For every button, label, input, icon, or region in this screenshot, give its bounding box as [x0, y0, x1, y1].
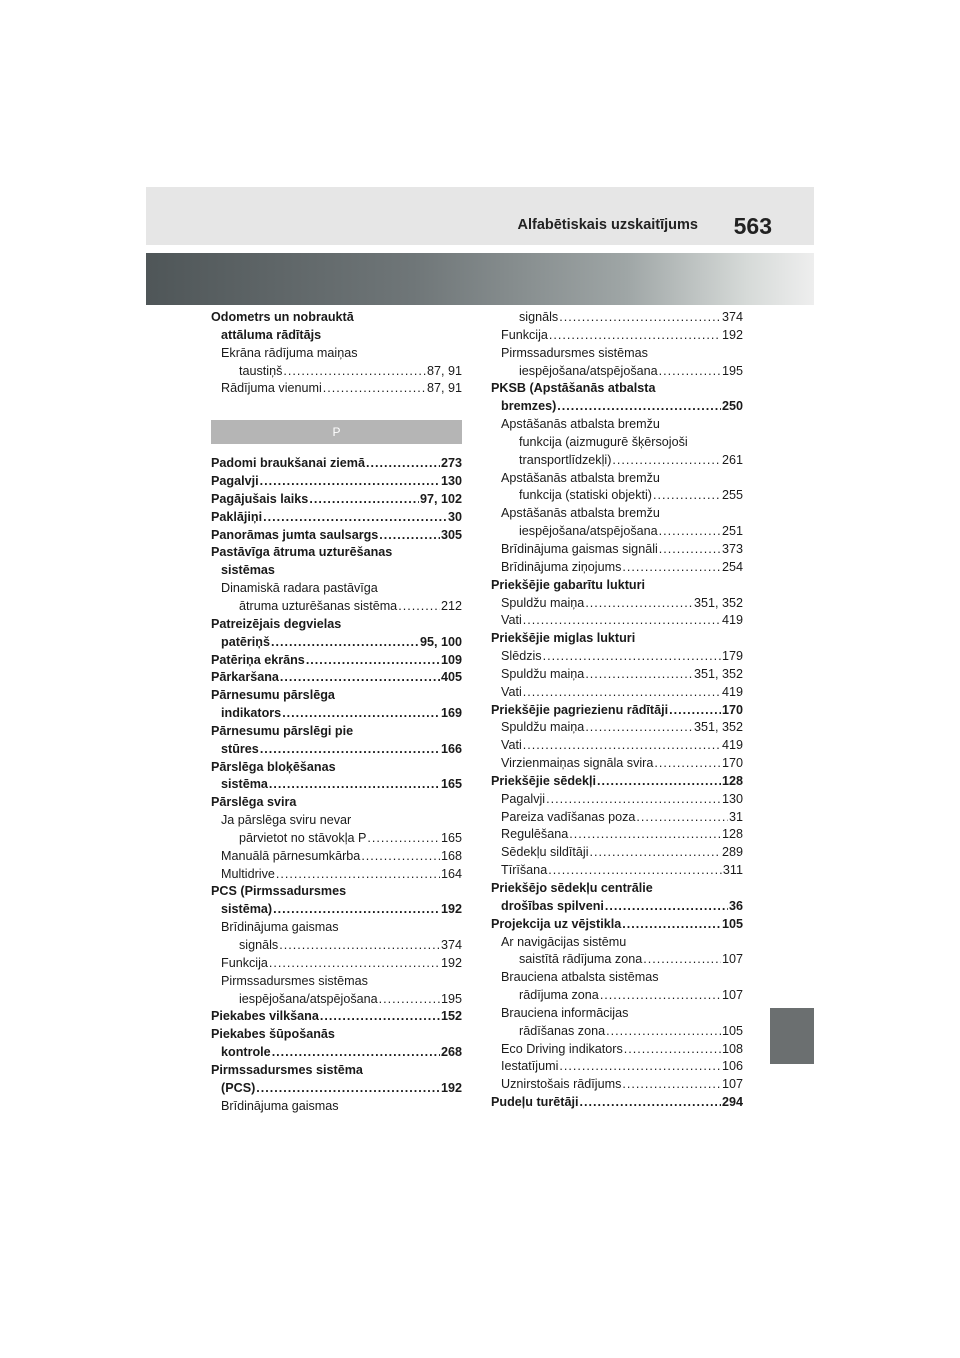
- index-subentry: [491, 719, 743, 737]
- entry-text: Spuldžu maiņa: [501, 720, 585, 735]
- page-reference: 105: [721, 916, 743, 931]
- page-reference: 419: [721, 738, 743, 753]
- page-reference: 305: [440, 527, 462, 542]
- dot-leader: [659, 523, 721, 541]
- entry-text: sistēma): [221, 902, 273, 917]
- entry-text: Uznirstošais rādījums: [501, 1077, 622, 1092]
- index-subentry: [211, 848, 462, 866]
- entry-text: Rādījuma vienumi: [221, 381, 322, 396]
- index-subentry: [491, 541, 743, 559]
- entry-text: pārvietot no stāvokļa P: [239, 830, 367, 845]
- page-reference: 374: [440, 938, 462, 952]
- dot-leader: [379, 991, 440, 1009]
- entry-text: bremzes): [501, 399, 557, 414]
- index-subentry: [491, 559, 743, 577]
- index-subentry: [491, 309, 743, 327]
- dot-leader: [585, 719, 693, 737]
- dot-leader: [612, 452, 721, 470]
- dot-leader: [549, 327, 721, 345]
- index-subentry: [491, 987, 743, 1005]
- entry-text: Funkcija: [221, 955, 268, 970]
- dot-leader: [263, 509, 447, 527]
- dot-leader: [306, 652, 440, 670]
- entry-text: signāls: [519, 310, 559, 324]
- page-reference: 179: [721, 649, 743, 664]
- page-number: 563: [733, 213, 772, 239]
- index-entry: [491, 1094, 743, 1112]
- index-subentry: [211, 866, 462, 884]
- index-subentry: [491, 826, 743, 844]
- index-subentry: [491, 523, 743, 541]
- entry-text: iespējošana/atspējošana: [519, 524, 658, 539]
- index-entry: [491, 702, 743, 720]
- page-reference: 107: [721, 952, 743, 967]
- index-entry: [211, 705, 462, 723]
- index-subterm: Ekrāna rādījuma maiņas: [221, 345, 358, 360]
- index-subterm: Ar navigācijas sistēmu: [501, 934, 627, 949]
- entry-text: Slēdzis: [501, 649, 542, 664]
- dot-leader: [523, 612, 721, 630]
- dot-leader: [323, 380, 426, 398]
- index-term: Priekšējo sēdekļu centrālie: [491, 881, 653, 895]
- header-title: Alfabētiskais uzskaitījums: [517, 217, 698, 233]
- dot-leader: [624, 1041, 721, 1059]
- index-entry: [211, 509, 462, 527]
- page-reference: 351, 352: [693, 666, 743, 681]
- index-subterm: Brīdinājuma gaismas: [221, 1098, 339, 1113]
- page-reference: 130: [440, 474, 462, 489]
- index-entry: [491, 773, 743, 791]
- dot-leader: [636, 809, 728, 827]
- index-term: Pastāvīga ātruma uzturēšanas: [211, 545, 393, 560]
- dot-leader: [659, 363, 721, 381]
- page-reference: 192: [721, 327, 743, 342]
- index-term: Pirmssadursmes sistēma: [211, 1062, 363, 1077]
- index-entry: [211, 652, 462, 670]
- dot-leader: [523, 737, 721, 755]
- section-heading: P: [211, 420, 462, 444]
- index-subentry: [491, 844, 743, 862]
- page-reference: 192: [440, 902, 462, 917]
- dot-leader: [669, 702, 721, 720]
- entry-text: Spuldžu maiņa: [501, 595, 585, 610]
- page-reference: 108: [721, 1041, 743, 1056]
- index-entry: [211, 1008, 462, 1026]
- index-term: Pārslēga bloķēšanas: [211, 759, 336, 774]
- index-term: Priekšējie gabarītu lukturi: [491, 577, 645, 592]
- page-reference: 419: [721, 613, 743, 628]
- entry-text: Pagājušais laiks: [211, 491, 309, 506]
- index-subterm: Brauciena atbalsta sistēmas: [501, 970, 659, 985]
- index-term: sistēmas: [221, 563, 275, 578]
- page-reference: 168: [440, 848, 462, 863]
- dot-leader: [273, 901, 440, 919]
- page-reference: 105: [721, 1023, 743, 1038]
- page-reference: 128: [721, 773, 743, 788]
- page-reference: 254: [721, 559, 743, 574]
- index-subentry: [491, 1023, 743, 1041]
- index-subentry: [491, 684, 743, 702]
- page-reference: 87, 91: [426, 363, 462, 378]
- dot-leader: [548, 862, 722, 880]
- index-subentry: [491, 595, 743, 613]
- index-term: attāluma rādītājs: [221, 327, 322, 342]
- dot-leader: [590, 844, 721, 862]
- dot-leader: [653, 487, 721, 505]
- dot-leader: [659, 541, 721, 559]
- section-thumb-tab: [770, 1008, 814, 1064]
- entry-text: Pagalvji: [211, 474, 259, 489]
- entry-text: funkcija (statiski objekti): [519, 488, 652, 503]
- page-reference: 128: [721, 827, 743, 842]
- index-entry: [211, 1080, 462, 1098]
- index-entry: [211, 455, 462, 473]
- entry-text: Eco Driving indikators: [501, 1041, 623, 1056]
- dot-leader: [271, 634, 419, 652]
- index-subentry: [491, 791, 743, 809]
- index-subentry: [211, 955, 462, 973]
- index-subentry: [491, 452, 743, 470]
- dot-leader: [559, 309, 721, 327]
- page-reference: 351, 352: [693, 720, 743, 735]
- index-subentry: [211, 991, 462, 1009]
- entry-text: Tīrīšana: [501, 863, 548, 878]
- page-reference: 294: [721, 1095, 743, 1110]
- index-subterm: Pirmssadursmes sistēmas: [501, 345, 648, 360]
- entry-text: rādījuma zona: [519, 988, 599, 1003]
- entry-text: Pudeļu turētāji: [491, 1095, 579, 1110]
- dot-leader: [606, 1023, 721, 1041]
- index-subentry: [491, 487, 743, 505]
- entry-text: Paklājiņi: [211, 509, 263, 524]
- page-reference: 30: [447, 509, 462, 524]
- page-reference: 311: [722, 863, 743, 878]
- dot-leader: [605, 898, 728, 916]
- entry-text: Pārkaršana: [211, 670, 279, 685]
- entry-text: Regulēšana: [501, 827, 569, 842]
- page-reference: 95, 100: [419, 634, 462, 649]
- entry-text: Priekšējie pagriezienu rādītāji: [491, 702, 669, 717]
- index-subentry: [211, 937, 462, 955]
- index-term: Priekšējie miglas lukturi: [491, 631, 636, 646]
- dot-leader: [256, 1080, 440, 1098]
- page-reference: 107: [721, 988, 743, 1003]
- entry-text: Projekcija uz vējstikla: [491, 916, 622, 931]
- page-reference: 170: [721, 702, 743, 717]
- entry-text: Sēdekļu sildītāji: [501, 845, 589, 860]
- index-subterm: Brīdinājuma gaismas: [221, 920, 339, 935]
- index-entry: [491, 898, 743, 916]
- dot-leader: [280, 669, 440, 687]
- dot-leader: [597, 773, 721, 791]
- decorative-gradient-band: [146, 253, 814, 305]
- index-term: Pārslēga svira: [211, 795, 297, 810]
- entry-text: Vati: [501, 684, 522, 699]
- entry-text: rādīšanas zona: [519, 1023, 606, 1038]
- dot-leader: [260, 741, 440, 759]
- entry-text: taustiņš: [239, 363, 283, 378]
- index-entry: [211, 1044, 462, 1062]
- dot-leader: [269, 776, 440, 794]
- entry-text: drošības spilveni: [501, 898, 604, 913]
- dot-leader: [309, 491, 419, 509]
- page-reference: 165: [440, 830, 462, 845]
- dot-leader: [654, 755, 721, 773]
- page-reference: 107: [721, 1077, 743, 1092]
- dot-leader: [543, 648, 721, 666]
- dot-leader: [272, 1044, 440, 1062]
- dot-leader: [366, 455, 440, 473]
- dot-leader: [269, 955, 440, 973]
- index-subentry: [491, 363, 743, 381]
- running-header: [146, 187, 814, 245]
- page-reference: 273: [440, 456, 462, 471]
- entry-text: Padomi braukšanai ziemā: [211, 456, 365, 471]
- page-reference: 165: [440, 777, 462, 792]
- page-reference: 109: [440, 652, 462, 667]
- dot-leader: [379, 527, 440, 545]
- page-reference: 373: [721, 541, 743, 556]
- index-subterm: Ja pārslēga sviru nevar: [221, 813, 352, 828]
- index-entry: [491, 916, 743, 934]
- index-term: PCS (Pirmssadursmes: [211, 884, 347, 899]
- entry-text: Pareiza vadīšanas poza: [501, 809, 636, 824]
- index-subentry: [491, 666, 743, 684]
- page-reference: 351, 352: [693, 595, 743, 610]
- dot-leader: [276, 866, 440, 884]
- index-subentry: [491, 1041, 743, 1059]
- page-reference: 97, 102: [419, 491, 462, 506]
- index-entry: [211, 527, 462, 545]
- entry-text: Virzienmaiņas signāla svira: [501, 756, 654, 771]
- entry-text: patēriņš: [221, 634, 270, 649]
- index-subentry: [211, 363, 462, 381]
- page-reference: 192: [440, 1080, 462, 1095]
- index-column-right: [491, 309, 743, 1112]
- entry-text: iespējošana/atspējošana: [239, 991, 378, 1006]
- page-reference: 419: [721, 684, 743, 699]
- page-reference: 255: [721, 488, 743, 503]
- index-subentry: [491, 612, 743, 630]
- entry-text: Brīdinājuma ziņojums: [501, 559, 622, 574]
- entry-text: Funkcija: [501, 327, 548, 342]
- index-entry: [211, 901, 462, 919]
- index-entry: [211, 669, 462, 687]
- dot-leader: [600, 987, 721, 1005]
- index-subentry: [491, 1058, 743, 1076]
- entry-text: saistītā rādījuma zona: [519, 952, 643, 967]
- index-subterm: funkcija (aizmugurē šķērsojoši: [519, 434, 688, 449]
- page-reference: 268: [440, 1045, 462, 1060]
- index-term: Pārnesumu pārslēgi pie: [211, 723, 354, 738]
- entry-text: kontrole: [221, 1045, 271, 1060]
- index-subentry: [491, 809, 743, 827]
- entry-text: Brīdinājuma gaismas signāli: [501, 541, 658, 556]
- index-entry: [211, 776, 462, 794]
- page-reference: 169: [440, 706, 462, 721]
- dot-leader: [643, 951, 721, 969]
- dot-leader: [320, 1008, 440, 1026]
- dot-leader: [622, 1076, 721, 1094]
- page-reference: 261: [721, 452, 743, 467]
- page-reference: 250: [721, 399, 743, 414]
- page-reference: 251: [721, 524, 743, 539]
- page-reference: 166: [440, 741, 462, 756]
- index-subterm: Pirmssadursmes sistēmas: [221, 973, 368, 988]
- dot-leader: [557, 398, 721, 416]
- index-subentry: [491, 1076, 743, 1094]
- page-reference: 289: [721, 845, 743, 860]
- page-reference: 130: [721, 791, 743, 806]
- index-subentry: [211, 598, 462, 616]
- index-entry: [491, 398, 743, 416]
- dot-leader: [579, 1094, 721, 1112]
- dot-leader: [282, 705, 440, 723]
- page-reference: 374: [721, 310, 743, 324]
- index-term: Pārnesumu pārslēga: [211, 688, 335, 703]
- entry-text: Manuālā pārnesumkārba: [221, 848, 361, 863]
- index-subterm: Apstāšanās atbalsta bremžu: [501, 417, 660, 432]
- dot-leader: [361, 848, 440, 866]
- entry-text: sistēma: [221, 777, 268, 792]
- dot-leader: [260, 473, 440, 491]
- page-reference: 106: [721, 1059, 743, 1074]
- index-subentry: [211, 380, 462, 398]
- entry-text: Vati: [501, 613, 522, 628]
- page-reference: 212: [440, 598, 462, 613]
- page-reference: 170: [721, 756, 743, 771]
- entry-text: stūres: [221, 741, 259, 756]
- entry-text: Multidrive: [221, 866, 275, 881]
- entry-text: Vati: [501, 738, 522, 753]
- index-subterm: Dinamiskā radara pastāvīga: [221, 581, 378, 596]
- entry-text: Iestatījumi: [501, 1059, 559, 1074]
- page-reference: 87, 91: [426, 381, 462, 396]
- dot-leader: [546, 791, 721, 809]
- index-entry: [211, 634, 462, 652]
- entry-text: iespējošana/atspējošana: [519, 363, 658, 378]
- page-reference: 192: [440, 955, 462, 970]
- entry-text: Panorāmas jumta saulsargs: [211, 527, 379, 542]
- page-reference: 164: [440, 866, 462, 881]
- index-term: Patreizējais degvielas: [211, 616, 342, 631]
- index-subentry: [491, 327, 743, 345]
- page-reference: 405: [440, 670, 462, 685]
- index-column-left: [211, 309, 462, 1115]
- dot-leader: [523, 684, 721, 702]
- dot-leader: [559, 1058, 721, 1076]
- index-entry: [211, 473, 462, 491]
- dot-leader: [279, 937, 440, 955]
- entry-text: Pagalvji: [501, 791, 546, 806]
- dot-leader: [569, 826, 721, 844]
- entry-text: Patēriņa ekrāns: [211, 652, 305, 667]
- index-term: Piekabes šūpošanās: [211, 1027, 335, 1042]
- index-subentry: [491, 755, 743, 773]
- dot-leader: [585, 666, 693, 684]
- dot-leader: [398, 598, 440, 616]
- entry-text: Piekabes vilkšana: [211, 1009, 319, 1024]
- entry-text: ātruma uzturēšanas sistēma: [239, 598, 398, 613]
- dot-leader: [367, 830, 440, 848]
- index-subterm: Brauciena informācijas: [501, 1005, 629, 1020]
- dot-leader: [585, 595, 693, 613]
- dot-leader: [283, 363, 426, 381]
- page-reference: 31: [728, 809, 743, 824]
- page-reference: 195: [721, 363, 743, 378]
- entry-text: (PCS): [221, 1080, 256, 1095]
- index-term: PKSB (Apstāšanās atbalsta: [491, 381, 656, 396]
- dot-leader: [622, 916, 721, 934]
- index-subterm: Apstāšanās atbalsta bremžu: [501, 470, 660, 485]
- entry-text: transportlīdzekļi): [519, 452, 612, 467]
- page-reference: 36: [728, 898, 743, 913]
- index-subentry: [491, 862, 743, 880]
- index-subentry: [491, 951, 743, 969]
- entry-text: indikators: [221, 706, 282, 721]
- dot-leader: [622, 559, 721, 577]
- entry-text: Priekšējie sēdekļi: [491, 773, 597, 788]
- page-reference: 152: [440, 1009, 462, 1024]
- index-subterm: Apstāšanās atbalsta bremžu: [501, 506, 660, 521]
- index-term: Odometrs un nobrauktā: [211, 310, 354, 324]
- index-entry: [211, 741, 462, 759]
- entry-text: signāls: [239, 938, 279, 952]
- index-subentry: [211, 830, 462, 848]
- index-subentry: [491, 648, 743, 666]
- page-reference: 195: [440, 991, 462, 1006]
- entry-text: Spuldžu maiņa: [501, 666, 585, 681]
- index-entry: [211, 491, 462, 509]
- index-subentry: [491, 737, 743, 755]
